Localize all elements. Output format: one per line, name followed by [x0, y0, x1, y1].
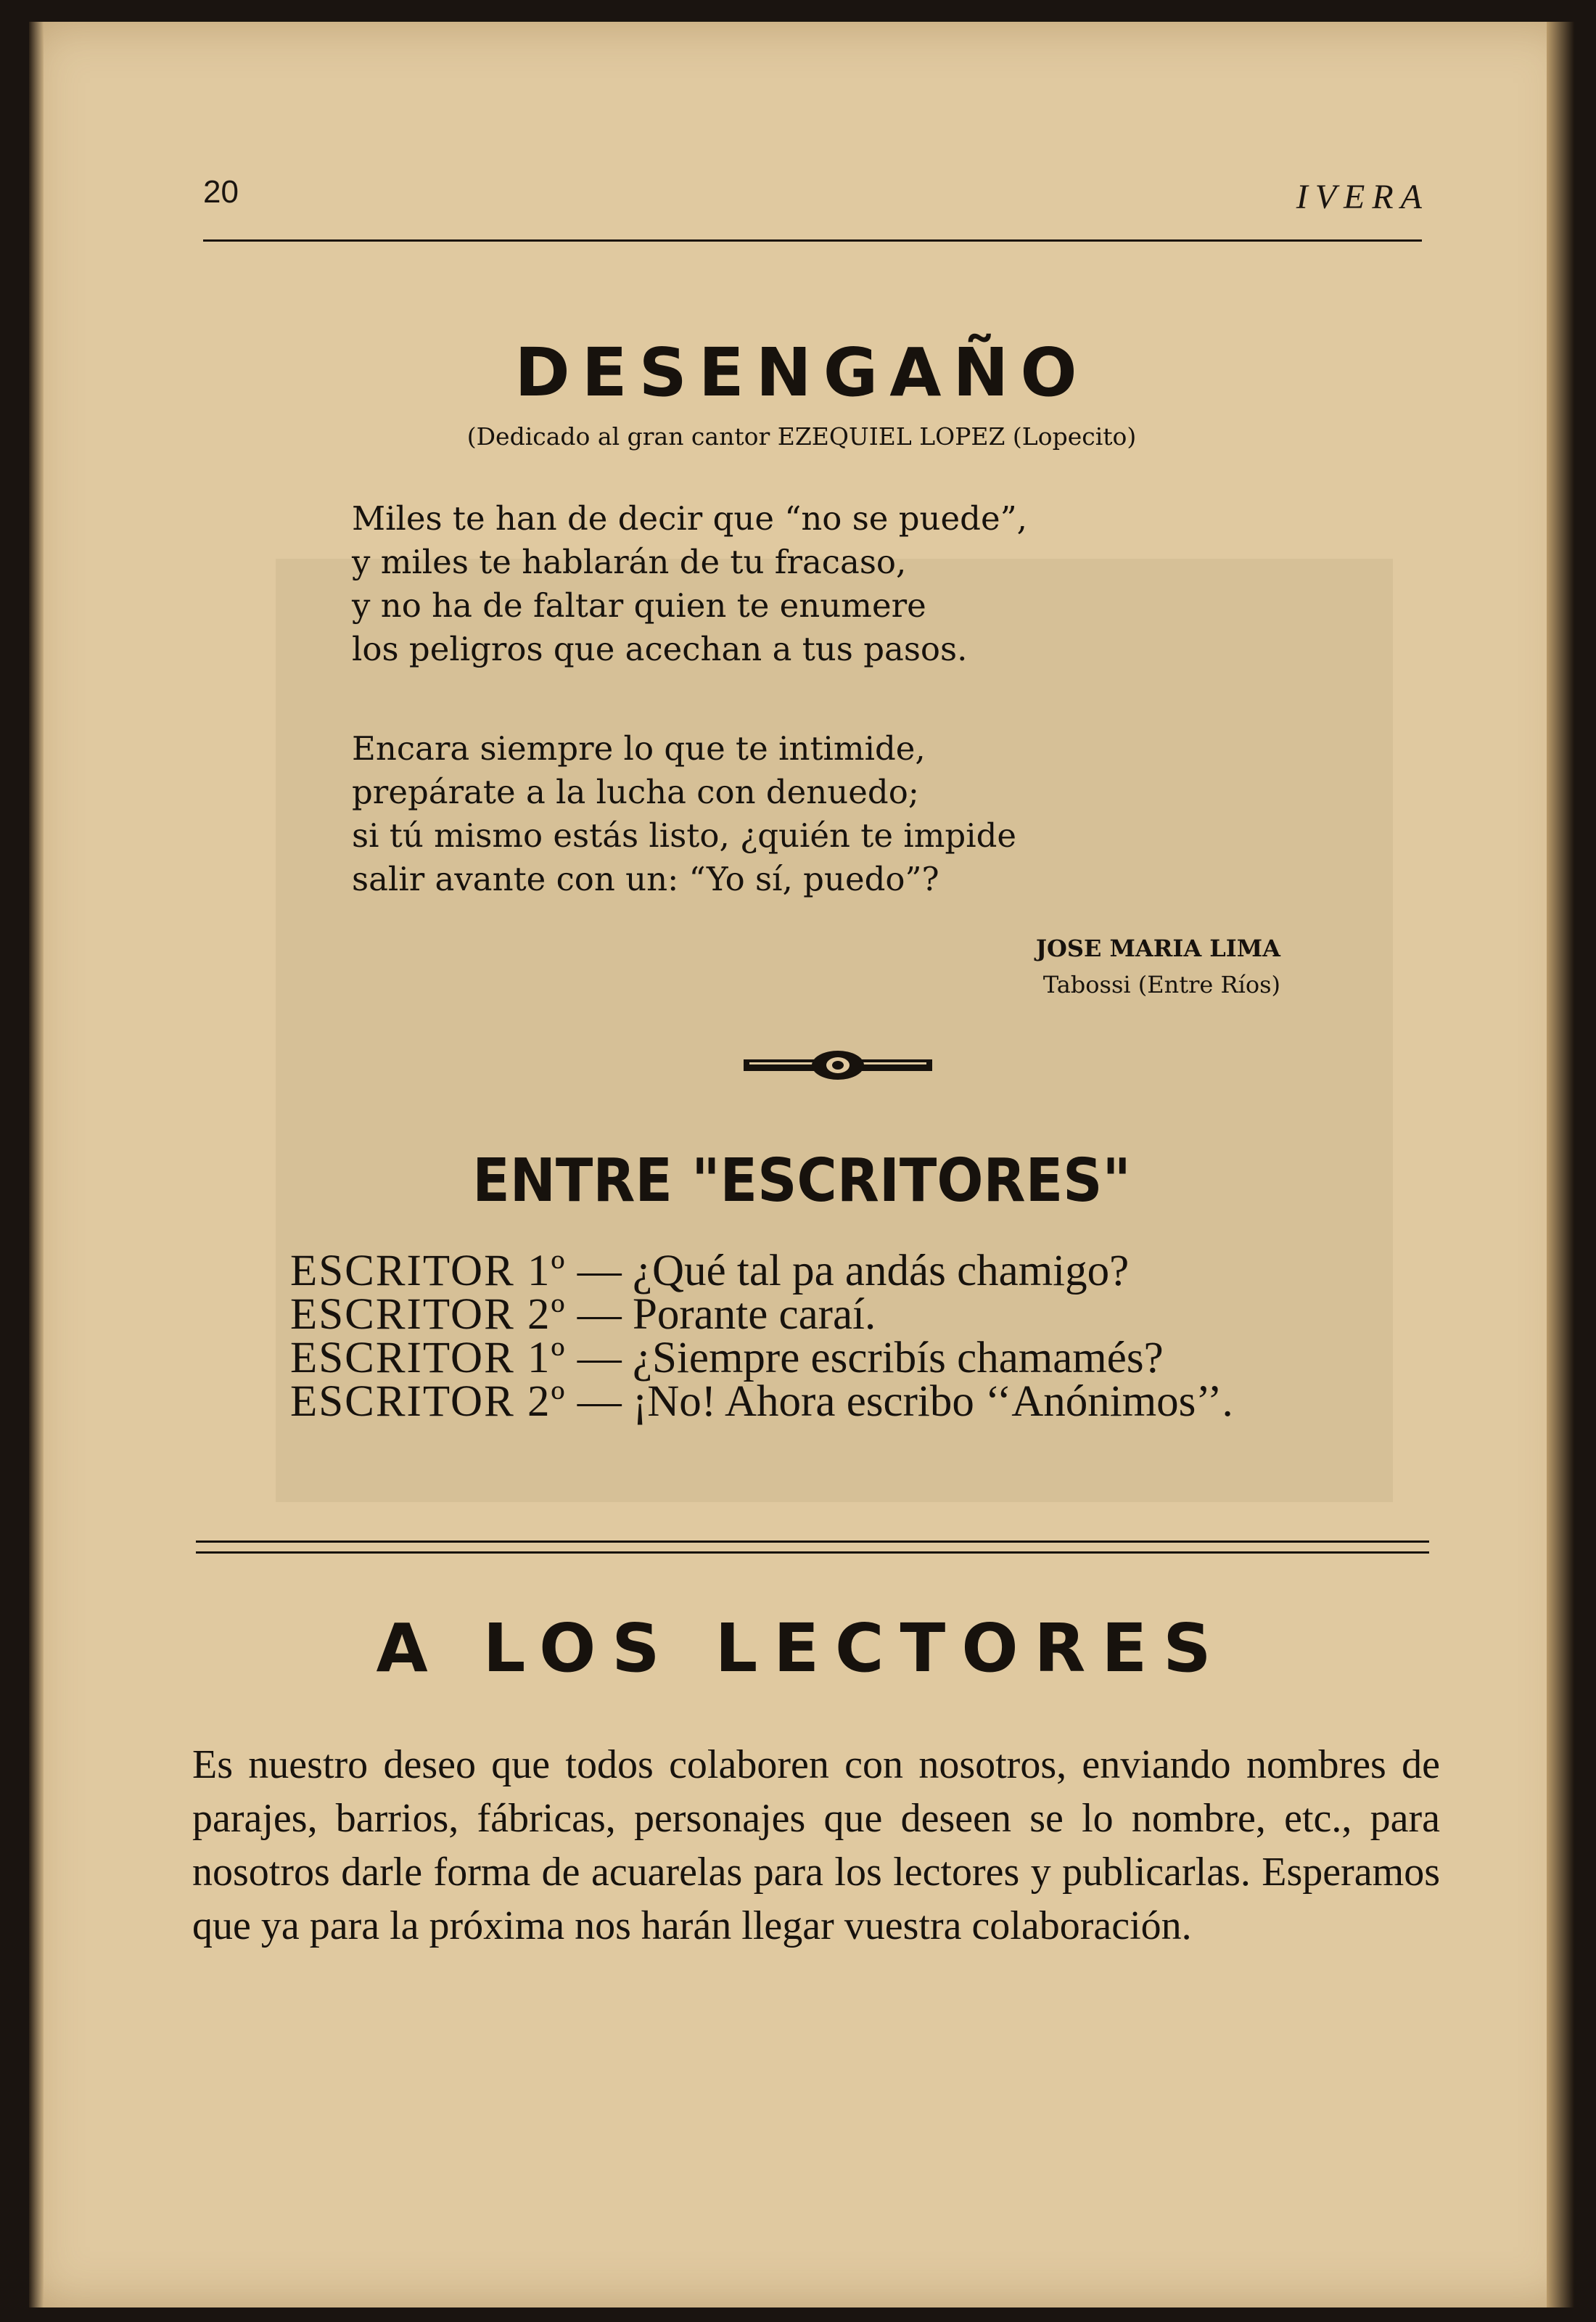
- speaker-label: ESCRITOR 1º: [290, 1247, 567, 1295]
- section-rule: [196, 1541, 1429, 1543]
- verse-line: y miles te hablarán de tu fracaso,: [352, 543, 907, 581]
- poem-stanza-1: [352, 497, 1295, 671]
- sketch-dialogue: [290, 1247, 1233, 1426]
- speech-text: — ¡No! Ahora escribo ‘‘Anónimos’’.: [577, 1377, 1233, 1426]
- page-number: 20: [203, 174, 239, 210]
- verse-line: si tú mismo estás listo, ¿quién te impide: [352, 816, 1017, 855]
- speaker-label: ESCRITOR 2º: [290, 1290, 567, 1339]
- readers-title: A LOS LECTORES: [376, 1609, 1227, 1687]
- verse-line: Miles te han de decir que “no se puede”,: [352, 499, 1027, 538]
- speaker-label: ESCRITOR 2º: [290, 1377, 567, 1426]
- verse-line: Encara siempre lo que te intimide,: [352, 729, 926, 768]
- poem-title: DESENGAÑO: [514, 334, 1089, 411]
- poem-dedication: (Dedicado al gran cantor EZEQUIEL LOPEZ (Lopecito): [466, 422, 1137, 451]
- speech-text: — Porante caraí.: [577, 1290, 876, 1339]
- verse-line: los peligros que acechan a tus pasos.: [352, 630, 968, 668]
- verse-line: prepárate a la lucha con denuedo;: [352, 773, 919, 811]
- speaker-label: ESCRITOR 1º: [290, 1334, 567, 1382]
- header-rule: [203, 239, 1422, 242]
- section-rule: [196, 1551, 1429, 1554]
- running-head: IVERA: [1296, 178, 1429, 216]
- author-name: JOSE MARIA LIMA: [1035, 935, 1280, 962]
- speech-text: — ¿Qué tal pa andás chamigo?: [577, 1247, 1130, 1295]
- dialogue-line: [290, 1247, 1233, 1295]
- dialogue-line: [290, 1377, 1233, 1426]
- author-place: Tabossi (Entre Ríos): [1042, 971, 1280, 998]
- readers-body: Es nuestro deseo que todos colaboren con nosotros, enviando nombres de parajes, barrios, fábricas, personajes que deseen se lo nombre, etc., para nosotros darle forma de acuarelas para los lectores y publicarlas. Esperamos que ya para la próxima nos harán llegar vuestra colaboración.: [192, 1742, 1440, 1948]
- verse-line: y no ha de faltar quien te enumere: [352, 586, 926, 625]
- dialogue-line: [290, 1334, 1233, 1382]
- dialogue-line: [290, 1290, 1233, 1339]
- sketch-title: ENTRE "ESCRITORES": [472, 1146, 1131, 1215]
- poem-stanza-2: [352, 727, 1295, 901]
- ornament-divider-icon: [744, 1045, 932, 1084]
- poem-signature: [1036, 930, 1280, 1003]
- speech-text: — ¿Siempre escribís chamamés?: [577, 1334, 1164, 1382]
- verse-line: salir avante con un: “Yo sí, puedo”?: [352, 860, 939, 898]
- magazine-page: [29, 22, 1574, 2307]
